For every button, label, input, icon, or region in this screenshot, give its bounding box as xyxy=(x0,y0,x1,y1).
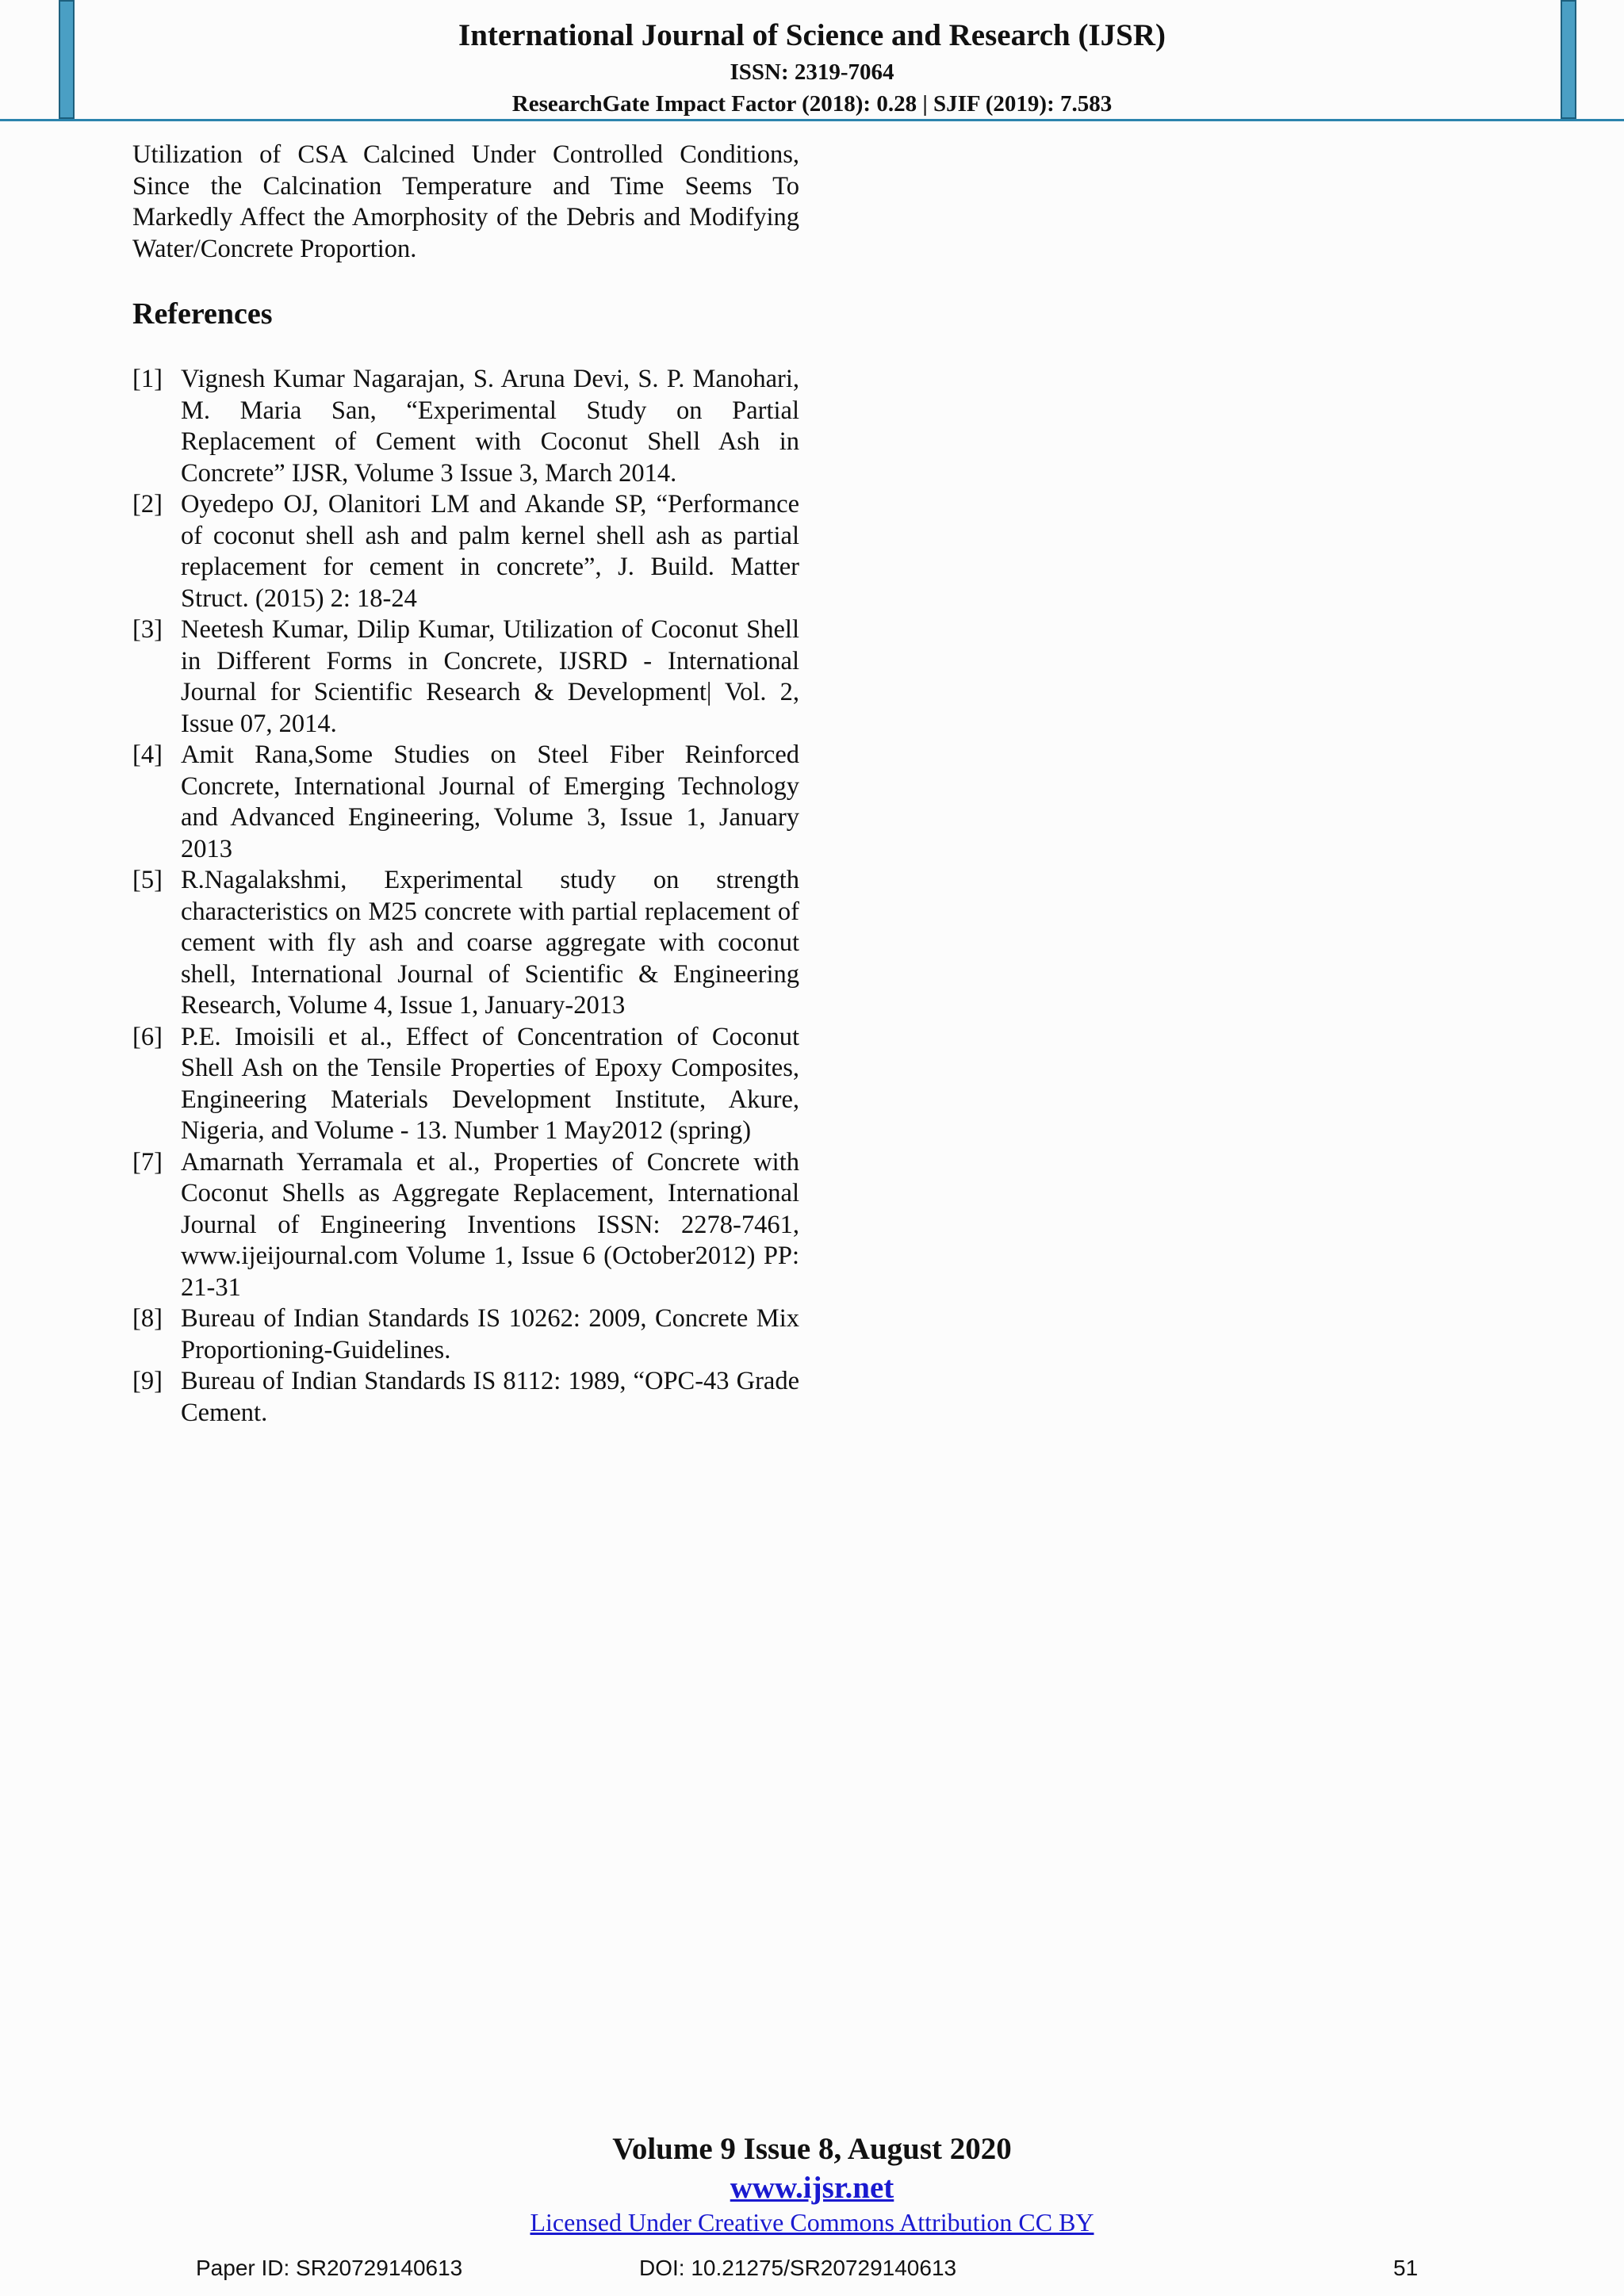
reference-number: [6] xyxy=(132,1022,163,1051)
reference-text: Vignesh Kumar Nagarajan, S. Aruna Devi, S. P. Manohari, M. Maria San, “Experimental Study on Partial Replacement of Cement with Coconut Shell Ash in Concrete” IJSR, Volume 3 Issue 3, March 2014. xyxy=(181,365,799,488)
reference-text: P.E. Imoisili et al., Effect of Concentration of Coconut Shell Ash on the Tensile Properties of Epoxy Composites, Engineering Materials Development Institute, Akure, Nigeria, and Volume - 13. Number 1 May2012 (spring) xyxy=(181,1022,799,1145)
reference-number: [3] xyxy=(132,615,163,644)
reference-number: [9] xyxy=(132,1367,163,1395)
reference-item xyxy=(132,364,799,489)
reference-item xyxy=(132,740,799,865)
journal-title: International Journal of Science and Research (IJSR) xyxy=(458,18,1166,52)
reference-item xyxy=(132,1022,799,1147)
reference-number: [4] xyxy=(132,740,163,769)
reference-item xyxy=(132,489,799,614)
footer-volume: Volume 9 Issue 8, August 2020 xyxy=(612,2132,1012,2166)
reference-text: R.Nagalakshmi, Experimental study on strength characteristics on M25 concrete with partial replacement of cement with fly ash and coarse aggregate with coconut shell, International Journal of Scientific & Engineering Research, Volume 4, Issue 1, January-2013 xyxy=(181,866,799,1020)
reference-text: Amit Rana,Some Studies on Steel Fiber Reinforced Concrete, International Journal of Emerging Technology and Advanced Engineering, Volume 3, Issue 1, January 2013 xyxy=(181,740,799,863)
references-heading: References xyxy=(132,297,273,331)
reference-item xyxy=(132,1366,799,1429)
reference-item xyxy=(132,1303,799,1366)
reference-number: [1] xyxy=(132,365,163,393)
header-rule xyxy=(0,119,1624,121)
reference-text: Amarnath Yerramala et al., Properties of Concrete with Coconut Shells as Aggregate Replacement, International Journal of Engineering Inventions ISSN: 2278-7461, www.ijeijournal.com Volume 1, Issue 6 (October2012) PP: 21-31 xyxy=(181,1147,799,1302)
reference-item xyxy=(132,1147,799,1304)
paper-id: Paper ID: SR20729140613 xyxy=(196,2256,463,2280)
reference-item xyxy=(132,614,799,740)
journal-issn: ISSN: 2319-7064 xyxy=(730,59,894,85)
doi: DOI: 10.21275/SR20729140613 xyxy=(639,2256,957,2280)
reference-text: Neetesh Kumar, Dilip Kumar, Utilization of Coconut Shell in Different Forms in Concrete, IJSRD - International Journal for Scientific Research & Development| Vol. 2, Issue 07, 2014. xyxy=(181,615,799,738)
page-number: 51 xyxy=(1393,2256,1419,2280)
reference-item xyxy=(132,865,799,1022)
reference-number: [5] xyxy=(132,866,163,894)
reference-number: [2] xyxy=(132,490,163,519)
footer-license-link[interactable]: Licensed Under Creative Commons Attribution CC BY xyxy=(530,2208,1094,2237)
reference-text: Bureau of Indian Standards IS 8112: 1989, “OPC-43 Grade Cement. xyxy=(181,1367,799,1427)
reference-text: Oyedepo OJ, Olanitori LM and Akande SP, “Performance of coconut shell ash and palm kernel shell ash as partial replacement for cement in concrete”, J. Build. Matter Struct. (2015) 2: 18-24 xyxy=(181,490,799,613)
impact-factor: ResearchGate Impact Factor (2018): 0.28 | SJIF (2019): 7.583 xyxy=(511,91,1113,117)
reference-number: [7] xyxy=(132,1147,163,1177)
reference-number: [8] xyxy=(132,1304,163,1333)
references-list xyxy=(132,364,799,1429)
intro-paragraph: Utilization of CSA Calcined Under Controlled Conditions, Since the Calcination Temperature and Time Seems To Markedly Affect the Amorphosity of the Debris and Modifying Water/Concrete Proportion. xyxy=(132,140,799,263)
footer-website-link[interactable]: www.ijsr.net xyxy=(730,2171,894,2205)
reference-text: Bureau of Indian Standards IS 10262: 2009, Concrete Mix Proportioning-Guidelines. xyxy=(181,1304,799,1364)
